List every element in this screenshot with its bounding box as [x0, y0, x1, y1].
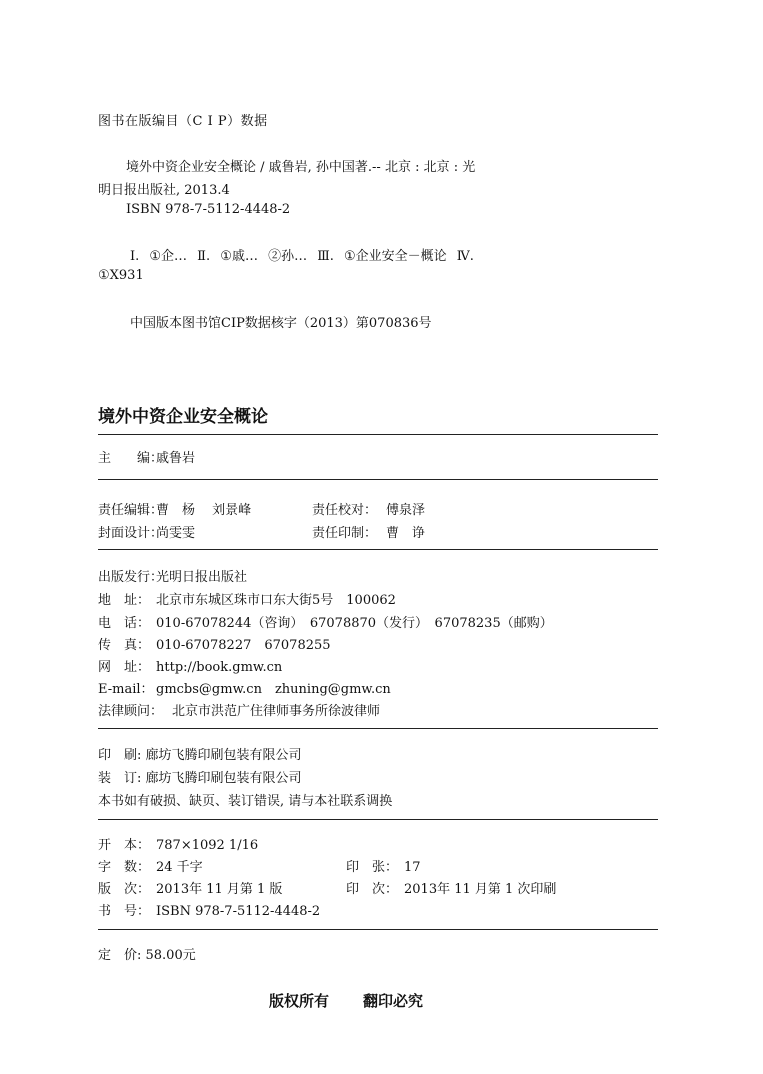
word-count — [98, 856, 203, 875]
address-value: 北京市东城区珠市口东大街5号 100062 — [156, 593, 396, 608]
edition — [98, 878, 282, 897]
editor-label: 主 编： — [98, 451, 164, 466]
format — [98, 834, 258, 853]
reproduction-notice: 翻印必究 — [363, 992, 424, 1010]
divider — [98, 929, 658, 930]
responsible-editor-label: 责任编辑： — [98, 503, 164, 518]
cover-design-label: 封面设计： — [98, 526, 164, 541]
printed-sheets-label: 印 张： — [346, 860, 399, 875]
proofreader — [312, 499, 425, 518]
print-supervisor — [312, 522, 425, 541]
cip-line-1: 境外中资企业安全概论 / 戚鲁岩, 孙中国著.-- 北京 : 北京 : 光 — [126, 160, 476, 175]
publisher — [98, 566, 247, 585]
word-count-label: 字 数： — [98, 860, 151, 875]
defect-notice: 本书如有破损、缺页、装订错误, 请与本社联系调换 — [98, 794, 393, 809]
legal-advisor-label: 法律顾问： — [98, 704, 164, 719]
address-label: 地 址： — [98, 593, 151, 608]
responsible-editor — [98, 499, 251, 518]
binder-line: 装 订: 廊坊飞腾印刷包装有限公司 — [98, 771, 302, 786]
fax — [98, 634, 331, 653]
divider — [98, 479, 658, 480]
edition-label: 版 次： — [98, 882, 151, 897]
phone — [98, 612, 553, 631]
book-number — [98, 900, 320, 919]
book-title: 境外中资企业安全概论 — [98, 407, 268, 427]
legal-advisor — [98, 700, 380, 719]
cip-isbn: ISBN 978-7-5112-4448-2 — [126, 202, 291, 217]
book-number-value: ISBN 978-7-5112-4448-2 — [156, 904, 321, 919]
responsible-editor-value: 曹 杨 刘景峰 — [156, 503, 252, 518]
email-label: E-mail： — [98, 682, 154, 697]
cover-design — [98, 522, 195, 541]
fax-value: 010-67078227 67078255 — [156, 638, 331, 653]
copyright-notice: 版权所有 — [269, 992, 330, 1010]
cip-heading: 图书在版编目（C I P）数据 — [98, 114, 268, 129]
divider — [98, 549, 658, 550]
price: 定 价: 58.00元 — [98, 948, 196, 963]
website-label: 网 址： — [98, 660, 151, 675]
editor-line — [98, 447, 195, 466]
divider — [98, 819, 658, 820]
proofreader-label: 责任校对： — [312, 503, 378, 518]
publisher-label: 出版发行： — [98, 570, 164, 585]
format-label: 开 本： — [98, 838, 151, 853]
cip-record-number: 中国版本图书馆CIP数据核字（2013）第070836号 — [130, 316, 432, 331]
email — [98, 678, 391, 697]
print-supervisor-value: 曹 诤 — [386, 526, 426, 541]
proofreader-value: 傅泉泽 — [386, 503, 426, 518]
address — [98, 589, 396, 608]
book-number-label: 书 号： — [98, 904, 151, 919]
edition-value: 2013年 11 月第 1 版 — [156, 882, 283, 897]
cip-classification-1: Ⅰ. ①企… Ⅱ. ①戚… ②孙… Ⅲ. ①企业安全－概论 Ⅳ. — [130, 249, 474, 264]
fax-label: 传 真： — [98, 638, 151, 653]
divider — [98, 728, 658, 729]
cip-line-2: 明日报出版社, 2013.4 — [98, 183, 230, 198]
cip-classification-2: ①X931 — [98, 268, 144, 283]
word-count-value: 24 千字 — [156, 860, 203, 875]
impression-label: 印 次： — [346, 882, 399, 897]
printer-line: 印 刷: 廊坊飞腾印刷包装有限公司 — [98, 748, 302, 763]
impression — [346, 878, 556, 897]
printed-sheets-value: 17 — [404, 860, 421, 875]
publisher-value: 光明日报出版社 — [156, 570, 248, 585]
divider — [98, 434, 658, 435]
cover-design-value: 尚雯雯 — [156, 526, 196, 541]
website-value: http://book.gmw.cn — [156, 660, 283, 675]
legal-advisor-value: 北京市洪范广住律师事务所徐波律师 — [172, 704, 381, 719]
editor-value: 戚鲁岩 — [156, 451, 196, 466]
impression-value: 2013年 11 月第 1 次印刷 — [404, 882, 557, 897]
email-value: gmcbs@gmw.cn zhuning@gmw.cn — [156, 682, 391, 697]
website — [98, 656, 282, 675]
phone-value: 010-67078244（咨询） 67078870（发行） 67078235（邮购） — [156, 616, 553, 631]
print-supervisor-label: 责任印制： — [312, 526, 378, 541]
format-value: 787×1092 1/16 — [156, 838, 259, 853]
phone-label: 电 话： — [98, 616, 151, 631]
printed-sheets — [346, 856, 421, 875]
